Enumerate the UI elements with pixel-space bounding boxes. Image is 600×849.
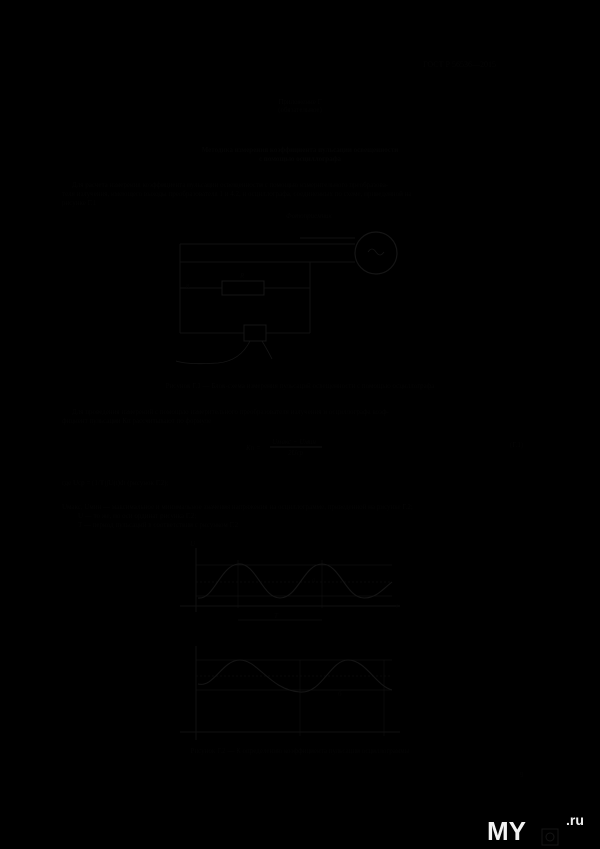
figure1-r-label: R: [240, 272, 245, 280]
appendix-kind: (обязательное): [278, 106, 322, 114]
figure1-caption: Рисунок Г.1 — Блок-схема измерения пульсаций освещенности с помощью осциллографа: [165, 382, 435, 390]
figure1-source-label: Фотоприемник: [286, 212, 332, 220]
formula-lead-2: фициент пульсации Кп рассчитывают по формуле: [62, 417, 212, 425]
section-heading-2: с помощью осциллографа: [258, 155, 342, 163]
watermark-tld: .ru: [566, 812, 584, 828]
formula-numerator: Uмакс − Uмин: [272, 438, 316, 446]
definition-1: где Uср = (1/T)∫U(t)dt (рисунок Г.2);: [62, 479, 169, 487]
figure2-axis-t: t: [396, 602, 398, 610]
page-number: 9: [520, 771, 524, 779]
formula-left: Кп =: [246, 444, 261, 452]
definition-4: T — период пульсаций в соответствии с рисунком Г.2: [78, 521, 239, 529]
figure1-n-label: n: [186, 282, 190, 290]
figure2-caption: Рисунок Г.2 — К определению коэффициента пульсации осциллограммы: [190, 747, 410, 755]
definition-2: Uмакс, Uмин — максимальное и минимальное значения напряжения на осциллограмме, приведенной на рисунке Г.2;: [62, 503, 413, 511]
watermark-brand: MY: [487, 816, 526, 846]
figure2-period-label: T: [274, 612, 278, 620]
figure2-panel-b-label: б: [338, 690, 342, 698]
formula-number: (Г.1): [510, 441, 524, 449]
standard-number: ГОСТ Р 56536—2015: [423, 60, 496, 69]
section-heading-1: Методика измерения коэффициента пульсации освещенности: [201, 146, 399, 154]
definition-3: U — то же, по оси ординат рисунка Г.2;: [78, 512, 197, 520]
intro-line-2: теля излучения, имеющего выходы преобразователя 1 и 4.2, и осциллографа, соединенных по схеме, приведенной на: [62, 190, 412, 198]
formula-lead-1: Для проведения измерений с помощью измерительного преобразователя излучения и осциллографа коэф-: [72, 408, 389, 416]
intro-line-1: Для расчета измерения коэффициента пульсации освещенности с помощью измерительного преобразова-: [72, 181, 389, 189]
intro-line-3: рисунке Г.1: [62, 199, 97, 207]
appendix-title: Приложение Г: [278, 98, 322, 106]
figure2-axis-u: U: [190, 540, 196, 548]
figure2-panel-a-label: a: [312, 576, 316, 584]
formula-denominator: 2Uср: [288, 449, 304, 457]
